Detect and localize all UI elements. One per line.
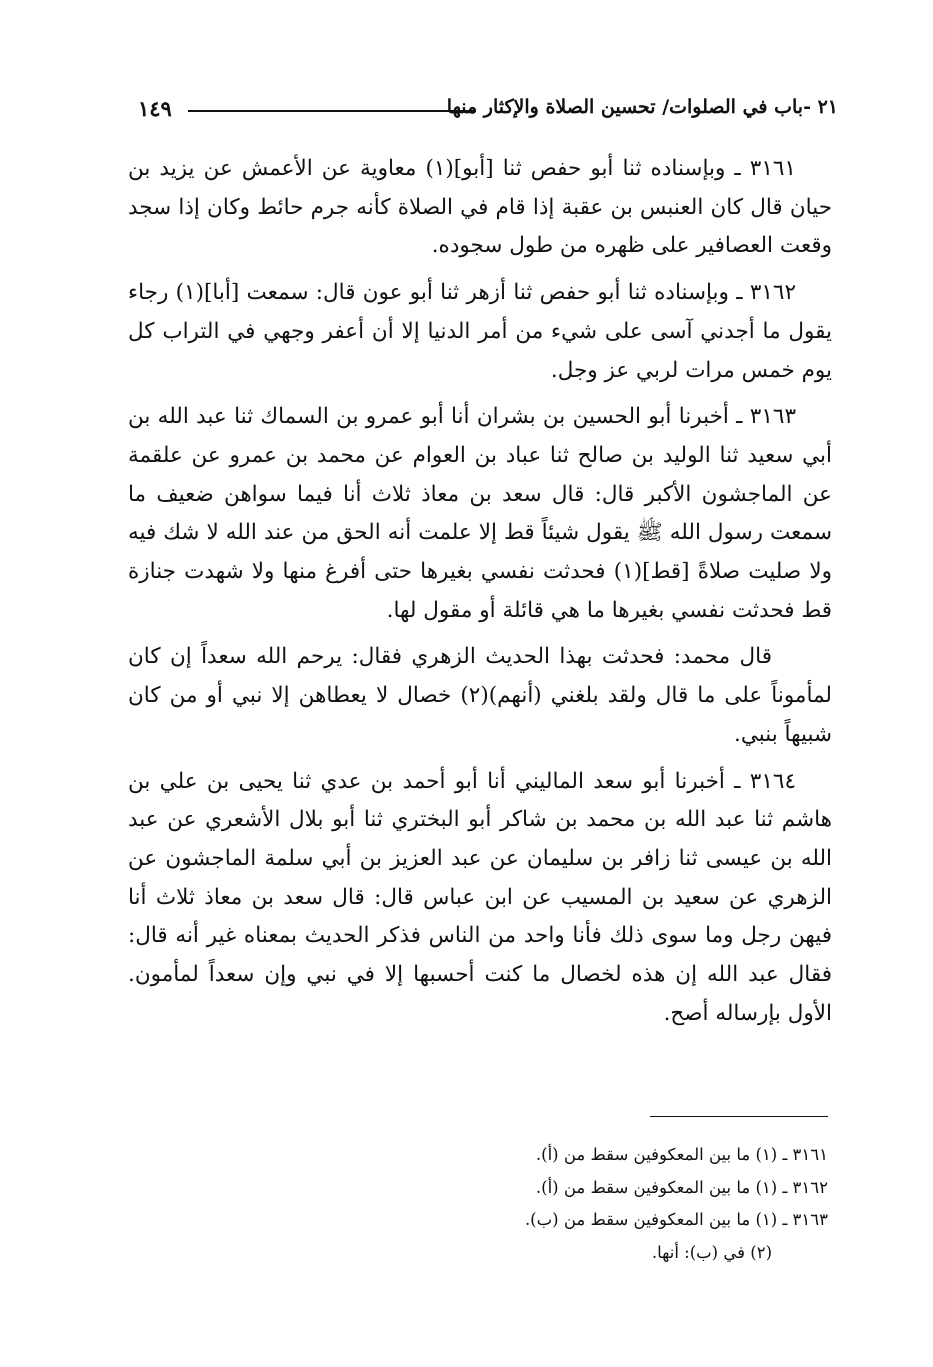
main-text	[128, 150, 832, 1041]
hadith-3162: ٣١٦٢ ـ وبإسناده ثنا أبو حفص ثنا أزهر ثنا أبو عون قال: سمعت [أبا](١) رجاء يقول ما أجدني آسى على شيء من أمر الدنيا إلا أن أعفر وجهي في التراب كل يوم خمس مرات لربي عز وجل.	[128, 280, 832, 383]
page-number: ١٤٩	[138, 96, 172, 121]
hadith-3161: ٣١٦١ ـ وبإسناده ثنا أبو حفص ثنا [أبو](١) معاوية عن الأعمش عن يزيد بن حيان قال كان العنبس بن عقبة إذا قام في الصلاة كأنه جرم حائط وكان إذا سجد وقعت العصافير على ظهره من طول سجوده.	[128, 156, 832, 259]
header-rule	[188, 110, 476, 112]
footnote-separator	[650, 1116, 828, 1117]
footnote-3162: ٣١٦٢ ـ (١) ما بين المعكوفين سقط من (أ).	[535, 1177, 828, 1197]
commentary-paragraph: قال محمد: فحدثت بهذا الحديث الزهري فقال: يرحم الله سعداً إن كان لمأموناً على ما قال ولقد بلغني (أنهم)(٢) خصال لا يعطاهن إلا نبي أو من كان شبيهاً بنبي.	[128, 644, 832, 747]
footnotes	[330, 1139, 828, 1269]
hadith-3163: ٣١٦٣ ـ أخبرنا أبو الحسين بن بشران أنا أبو عمرو بن السماك ثنا عبد الله بن أبي سعيد ثنا الوليد بن صالح ثنا عباد بن العوام عن محمد بن عمرو عن علقمة عن الماجشون الأكبر قال: قال سعد بن معاذ ثلاث أنا فيما سواهن ضعيف ما سمعت رسول الله ﷺ يقول شيئاً قط إلا علمت أنه الحق من عند الله لا شك فيه ولا صليت صلاةً [قط](١) فحدثت نفسي بغيرها حتى أفرغ منها ولا شهدت جنازة قط فحدثت نفسي بغيرها ما هي قائلة أو مقول لها.	[128, 404, 832, 623]
chapter-title: ٢١ -باب في الصلوات/ تحسين الصلاة والإكثار منها	[446, 96, 838, 118]
footnote-3161: ٣١٦١ ـ (١) ما بين المعكوفين سقط من (أ).	[535, 1145, 828, 1164]
running-header	[138, 96, 838, 126]
footnote-3163-2: (٢) في (ب): أنها.	[651, 1242, 772, 1262]
hadith-3164: ٣١٦٤ ـ أخبرنا أبو سعد الماليني أنا أبو أحمد بن عدي ثنا يحيى بن علي بن هاشم ثنا عبد الله بن محمد بن شاكر أبو البختري ثنا أبو بلال الأشعري عن عبد الله بن عيسى ثنا زافر بن سليمان عن عبد العزيز بن أبي سلمة الماجشون عن الزهري عن سعيد بن المسيب عن ابن عباس قال: قال سعد بن معاذ ثلاث أنا فيهن رجل وما سوى ذلك فأنا واحد من الناس فذكر الحديث بمعناه غير أنه قال: فقال عبد الله إن هذه لخصال ما كنت أحسبها إلا في نبي وإن سعداً لمأمون. الأول بإرساله أصح.	[128, 768, 832, 1026]
footnote-3163-1: ٣١٦٣ ـ (١) ما بين المعكوفين سقط من (ب).	[524, 1210, 828, 1229]
